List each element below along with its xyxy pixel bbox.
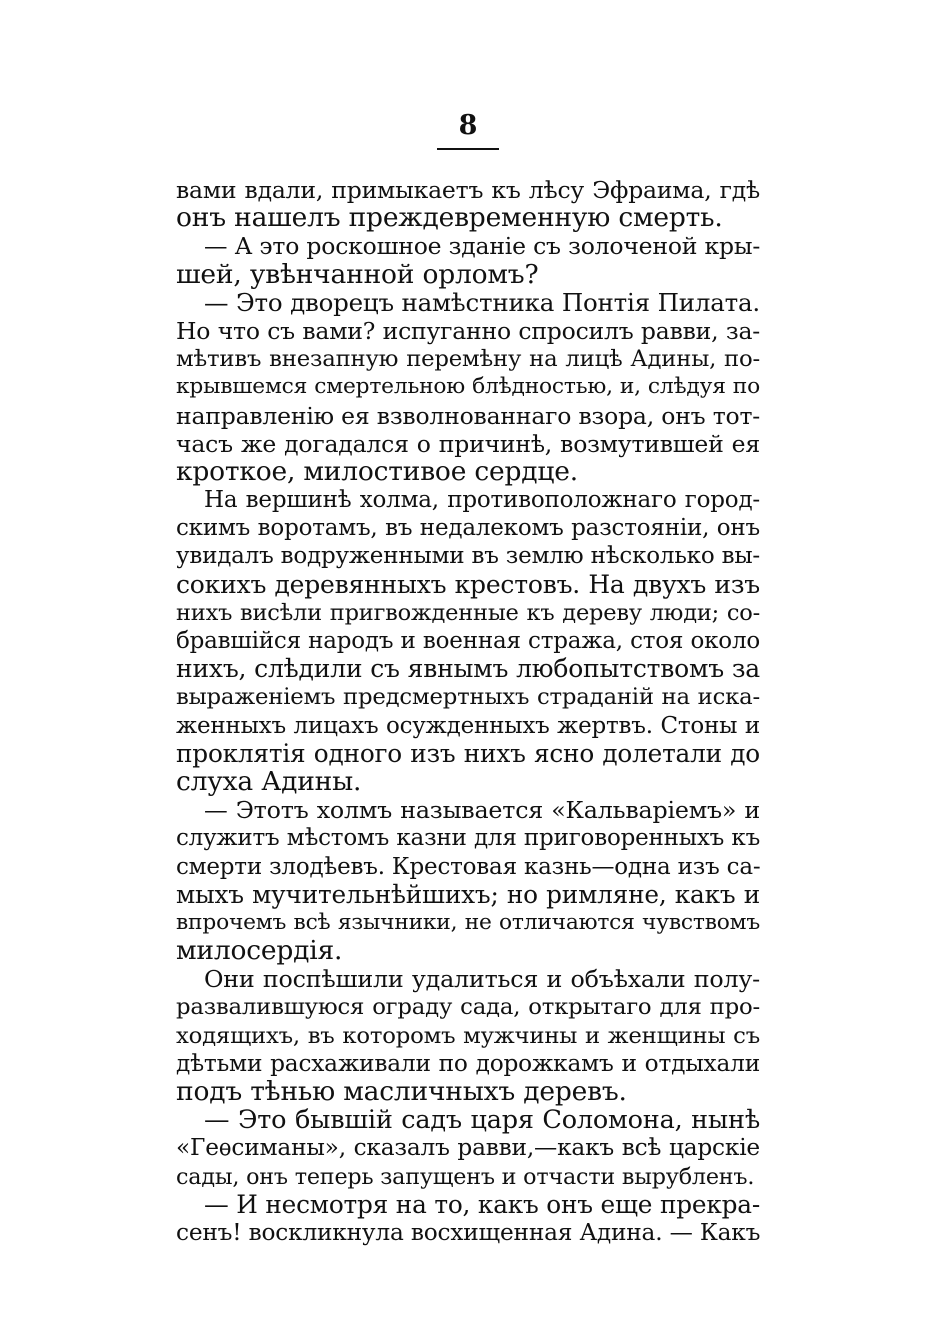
text-line: впрочемъ всѣ язычники, не отличаются чувствомъ [176, 909, 760, 935]
text-line: дѣтьми расхаживали по дорожкамъ и отдыхали [176, 1049, 760, 1077]
text-line: — Это бывшій садъ царя Соломона, нынѣ [204, 1105, 760, 1136]
text-line: «Геѳсиманы», сказалъ равви,—какъ всѣ царскіе [176, 1134, 760, 1162]
text-line: ходящихъ, въ которомъ мужчины и женщины съ [176, 1022, 760, 1049]
text-line: скимъ воротамъ, въ недалекомъ разстояніи, онъ [176, 515, 760, 542]
page-number: 8 [458, 110, 478, 141]
text-line: — А это роскошное зданіе съ золоченой кры- [204, 232, 761, 261]
text-line: смерти злодѣевъ. Крестовая казнь—одна изъ са- [176, 853, 761, 880]
text-line: — Это дворецъ намѣстника Понтія Пилата. [204, 287, 760, 317]
text-line: шей, увѣнчанной орломъ? [176, 258, 539, 290]
text-line: — Этотъ холмъ называется «Кальваріемъ» и [204, 796, 760, 825]
text-line: вами вдали, примыкаетъ къ лѣсу Эфраима, гдѣ [176, 176, 760, 204]
text-line: крывшемся смертельною блѣдностью, и, слѣдуя по [176, 374, 760, 400]
text-line: проклятія одного изъ нихъ ясно долетали до [176, 738, 760, 768]
text-line: милосердія. [176, 935, 343, 967]
text-line: развалившуюся ограду сада, открытаго для про- [176, 994, 760, 1021]
text-line: Они поспѣшили удалиться и объѣхали полу- [204, 965, 760, 994]
text-line: сады, онъ теперь запущенъ и отчасти вырубленъ. [176, 1163, 755, 1190]
text-line: онъ нашелъ преждевременную смерть. [176, 202, 723, 234]
text-line: выраженіемъ предсмертныхъ страданій на иска- [176, 684, 760, 711]
text-line: Но что съ вами? испуганно спросилъ равви, за- [176, 316, 760, 345]
text-line: мѣтивъ внезапную перемѣну на лицѣ Адины, по- [176, 346, 760, 373]
text-line: сокихъ деревянныхъ крестовъ. На двухъ изъ [176, 569, 760, 599]
body-text [176, 176, 760, 1247]
text-line: кроткое, милостивое сердце. [176, 455, 578, 487]
text-line: слуха Адины. [176, 765, 362, 797]
text-line: сенъ! воскликнула восхищенная Адина. — Какъ [176, 1218, 761, 1246]
text-line: направленію ея взволнованнаго взора, онъ тот- [176, 401, 760, 430]
page-number-rule [437, 148, 499, 150]
text-line: женныхъ лицахъ осужденныхъ жертвъ. Стоны и [176, 712, 760, 739]
text-line: бравшійся народъ и военная стража, стоя около [176, 628, 760, 654]
text-line: увидалъ водруженными въ землю нѣсколько вы- [176, 543, 760, 570]
text-line: нихъ висѣли пригвожденные къ дереву люди; со- [176, 599, 760, 626]
text-line: На вершинѣ холма, противоположнаго город- [204, 487, 760, 514]
text-line: мыхъ мучительнѣйшихъ; но римляне, какъ и [176, 879, 760, 909]
text-line: нихъ, слѣдили съ явнымъ любопытствомъ за [176, 654, 760, 684]
text-line: — И несмотря на то, какъ онъ еще прекра- [204, 1189, 760, 1219]
text-line: подъ тѣнью масличныхъ деревъ. [176, 1076, 627, 1107]
text-line: служитъ мѣстомъ казни для приговоренныхъ къ [176, 825, 760, 852]
text-line: часъ же догадался о причинѣ, возмутившей ея [176, 429, 760, 458]
